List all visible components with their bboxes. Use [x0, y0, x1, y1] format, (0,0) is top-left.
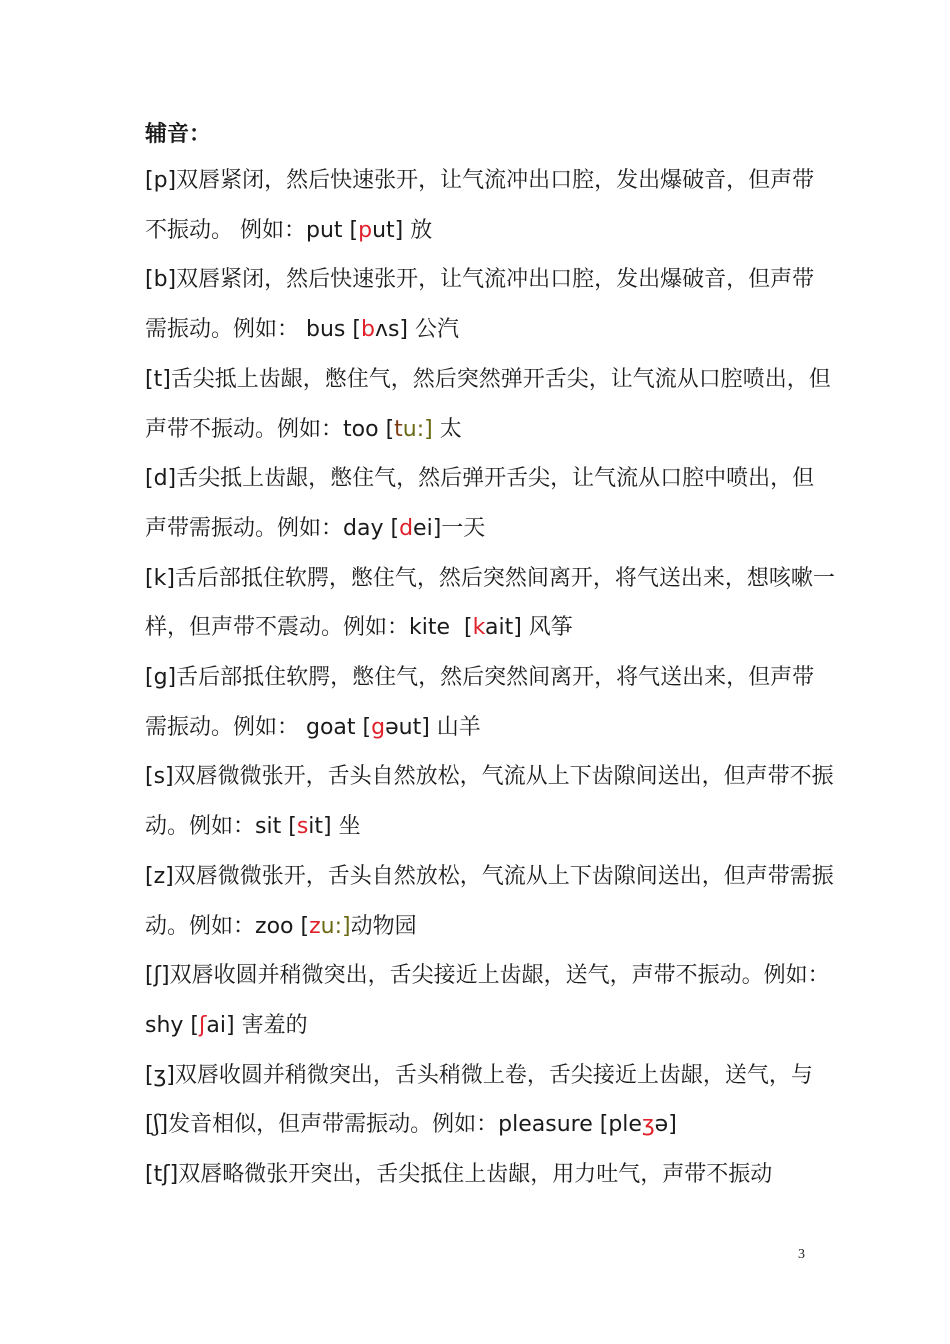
transcription-rest: ə] — [654, 1112, 677, 1138]
phonetic-symbol: [p] — [145, 168, 177, 193]
example-word: put — [306, 217, 350, 243]
highlighted-sound: g — [371, 714, 386, 740]
highlighted-sound: z — [309, 913, 321, 939]
transcription-open: [ — [349, 217, 359, 243]
page-number: 3 — [798, 1247, 805, 1262]
phonetic-symbol: [ʃ] — [145, 963, 170, 989]
consonant-entry-g — [145, 653, 835, 752]
description: 双唇收圆并稍微突出，舌尖接近上齿龈，送气，声带不振动。例如： — [169, 963, 830, 989]
phonetic-symbol: [k] — [145, 565, 175, 591]
highlighted-sound: ʃ — [199, 1012, 207, 1038]
highlighted-sound: t — [394, 416, 403, 442]
transcription-rest: ai] — [206, 1012, 235, 1038]
phonetic-symbol: [t] — [145, 366, 171, 392]
description: 舌后部抵住软腭，憋住气，然后突然间离开，将气送出来，但声带需振动。例如： — [145, 665, 815, 740]
example-meaning: 动物园 — [350, 913, 417, 939]
phonetic-symbol: [b] — [145, 267, 177, 293]
consonant-entry-ch — [145, 1150, 835, 1200]
example-word: too — [343, 416, 386, 442]
example-meaning: 一天 — [441, 515, 486, 541]
transcription-open: [ — [390, 515, 400, 541]
consonant-entry-p — [145, 156, 835, 255]
transcription-open: [ — [352, 317, 361, 343]
transcription-open: [ — [464, 615, 473, 641]
description: 双唇紧闭，然后快速张开，让气流冲出口腔，发出爆破音，但声带不振动。 例如： — [145, 168, 815, 243]
transcription-rest: əut] — [385, 714, 430, 740]
example-word: day — [343, 515, 391, 541]
highlighted-sound: b — [360, 317, 375, 343]
highlighted-sound: k — [472, 615, 485, 641]
phonetic-symbol: [d] — [145, 466, 177, 492]
description: 舌尖抵上齿龈，憋住气，然后突然弹开舌尖，让气流从口腔喷出，但声带不振动。例如： — [145, 366, 831, 442]
example-meaning: 公汽 — [408, 317, 460, 343]
description: 双唇微微张开，舌头自然放松，气流从上下齿隙间送出，但声带需振动。例如： — [145, 863, 834, 939]
example-word: kite — [409, 615, 465, 641]
transcription-rest: ut] — [372, 217, 404, 243]
phonetic-symbol: [s] — [145, 764, 174, 790]
transcription-open: [ — [362, 714, 372, 740]
example-word: zoo — [255, 913, 301, 939]
phonetic-symbol: [ʒ] — [145, 1062, 175, 1088]
description: 双唇收圆并稍微突出，舌头稍微上卷，舌尖接近上齿龈，送气，与[ʃ]发音相似，但声带需振动。例如： — [145, 1062, 813, 1138]
phonetic-symbol: [g] — [145, 665, 177, 691]
consonant-entry-zh — [145, 1051, 835, 1150]
example-word: shy — [145, 1012, 191, 1038]
document-page — [145, 120, 835, 1200]
consonant-entry-sh — [145, 951, 835, 1050]
transcription-rest: ait] — [484, 615, 522, 641]
consonant-entry-s — [145, 752, 835, 851]
example-meaning: 山羊 — [429, 714, 481, 740]
transcription-open: [ple — [599, 1112, 642, 1138]
highlighted-sound: p — [358, 217, 373, 243]
consonant-entry-z — [145, 852, 835, 951]
transcription-open: [ — [288, 814, 297, 840]
highlighted-sound: s — [296, 814, 309, 840]
transcription-rest: u:] — [402, 416, 433, 442]
transcription-rest: ei] — [413, 515, 442, 541]
example-meaning: 坐 — [331, 814, 361, 840]
transcription-open: [ — [190, 1012, 200, 1038]
transcription-rest: it] — [308, 814, 332, 840]
example-word: sit — [255, 814, 289, 840]
example-word: bus — [306, 317, 353, 343]
transcription-open: [ — [385, 416, 395, 442]
consonant-entry-t — [145, 355, 835, 454]
description: 双唇微微张开，舌头自然放松，气流从上下齿隙间送出，但声带不振动。例如： — [145, 764, 834, 840]
phonetic-symbol: [z] — [145, 863, 174, 889]
description: 舌尖抵上齿龈，憋住气，然后弹开舌尖，让气流从口腔中喷出，但声带需振动。例如： — [145, 466, 815, 541]
highlighted-sound: d — [399, 515, 414, 541]
transcription-open: [ — [300, 913, 310, 939]
example-meaning: 风筝 — [521, 615, 573, 641]
example-meaning: 害羞的 — [234, 1012, 308, 1038]
description: 舌后部抵住软腭，憋住气，然后突然间离开，将气送出来，想咳嗽一样，但声带不震动。例如： — [145, 565, 835, 641]
highlighted-sound: ʒ — [641, 1112, 655, 1138]
example-meaning: 太 — [432, 416, 462, 442]
description: 双唇略微张开突出，舌尖抵住上齿龈，用力吐气，声带不振动 — [178, 1162, 773, 1188]
consonant-entry-k — [145, 554, 835, 653]
example-word: pleasure — [498, 1112, 600, 1138]
example-word: goat — [306, 714, 363, 740]
transcription-rest: u:] — [320, 913, 351, 939]
transcription-rest: ʌs] — [374, 317, 409, 343]
phonetic-symbol: [tʃ] — [145, 1162, 179, 1188]
section-heading: 辅音： — [145, 122, 212, 147]
consonant-entry-b — [145, 255, 835, 354]
example-meaning: 放 — [403, 217, 433, 243]
consonant-entry-d — [145, 454, 835, 553]
description: 双唇紧闭，然后快速张开，让气流冲出口腔，发出爆破音，但声带需振动。例如： — [145, 267, 815, 343]
